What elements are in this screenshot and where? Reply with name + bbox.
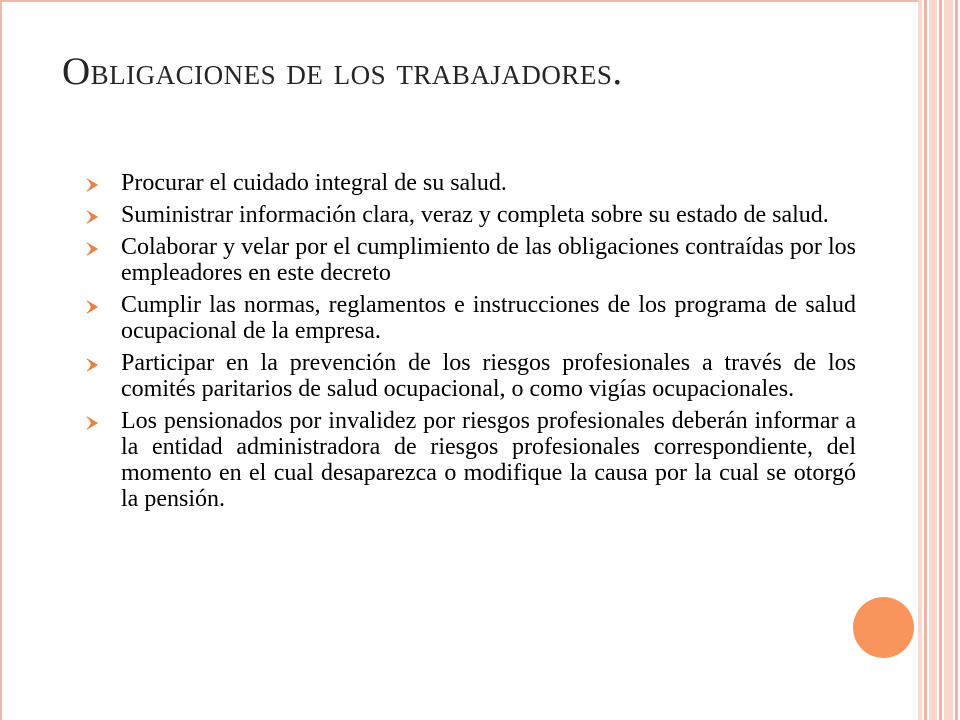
stripe [939, 0, 942, 720]
accent-circle [853, 597, 914, 658]
stripe [944, 0, 953, 720]
bullet-text: Los pensionados por invalidez por riesgos profesionales deberán informar a la entidad administradora de riesgos profesionales correspondiente, del momento en el cual desaparezca o modifique la causa por la cual se otorgó la pensión. [121, 408, 856, 512]
arrow-right-icon [86, 416, 100, 430]
arrow-right-icon [86, 178, 100, 192]
list-item [86, 408, 856, 512]
bullet-text: Cumplir las normas, reglamentos e instrucciones de los programa de salud ocupacional de la empresa. [121, 292, 856, 344]
bullet-text: Participar en la prevención de los riesgos profesionales a través de los comités paritarios de salud ocupacional, o como vigías ocupacionales. [121, 350, 856, 402]
list-item [86, 292, 856, 344]
bullet-text: Procurar el cuidado integral de su salud. [121, 170, 507, 196]
arrow-right-icon [86, 210, 100, 224]
list-item [86, 170, 856, 196]
list-item [86, 234, 856, 286]
arrow-right-icon [86, 242, 100, 256]
decorative-stripes [918, 0, 960, 720]
arrow-right-icon [86, 358, 100, 372]
bullet-text: Suministrar información clara, veraz y completa sobre su estado de salud. [121, 202, 829, 228]
stripe [929, 0, 937, 720]
list-item [86, 202, 856, 228]
bullet-text: Colaborar y velar por el cumplimiento de las obligaciones contraídas por los empleadores en este decreto [121, 234, 856, 286]
bullet-list [86, 170, 856, 518]
stripe [924, 0, 927, 720]
slide-title: Obligaciones de los trabajadores. [62, 50, 623, 93]
stripe [918, 0, 922, 720]
list-item [86, 350, 856, 402]
arrow-right-icon [86, 300, 100, 314]
stripe [955, 0, 958, 720]
